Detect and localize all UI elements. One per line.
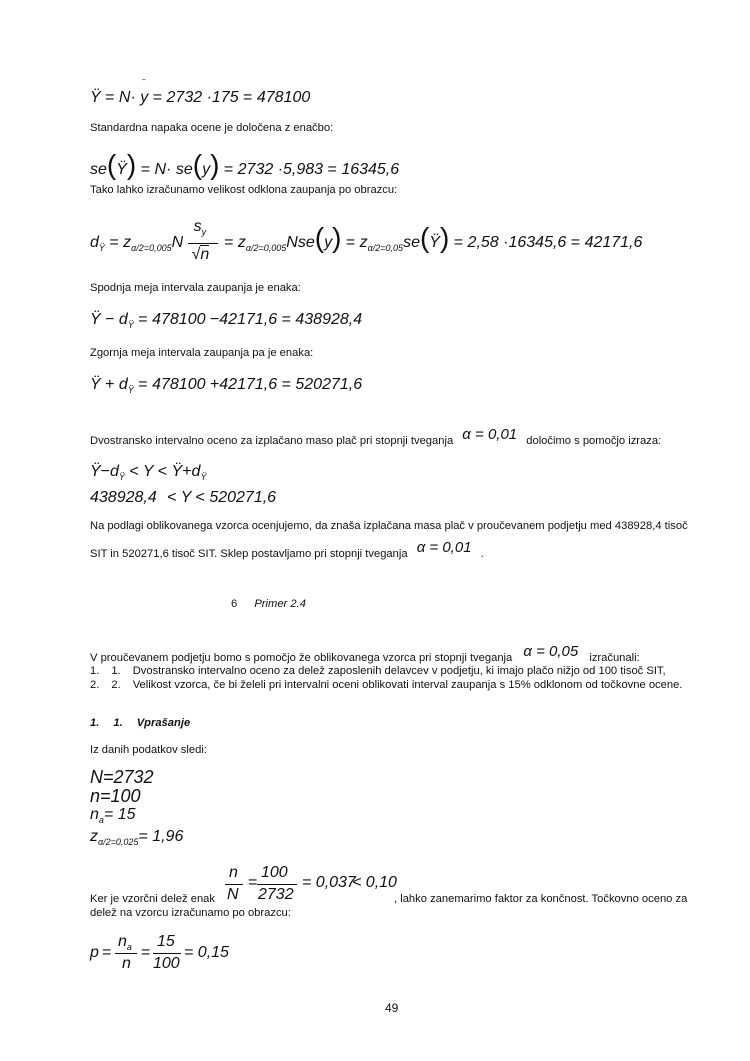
equation-total-estimate: Ÿ = N· y ‾ = 2732 ·175 = 478100 <box>90 79 311 106</box>
paragraph-given: Iz danih podatkov sledi: <box>90 744 207 756</box>
list-item: 1. 1. Dvostransko intervalno oceno za delež zaposlenih delavcev v podjetju, ki imajo plačo nižjo od 100 tisoč SIT, <box>90 665 666 677</box>
page-number: 49 <box>385 1001 399 1015</box>
given-na: $n_a= 15$ <box>90 806 136 826</box>
paragraph-sample-proportion-2: delež na vzorcu izračunamo po obrazcu: <box>90 907 291 919</box>
paragraph-example-intro: V proučevanem podjetju bomo s pomočjo že oblikovanega vzorca pri stopnji tveganja α = 0,05 izračunali: <box>90 643 640 664</box>
given-z: $z_{\alpha/2=0,025}= 1,96$ <box>90 828 184 848</box>
alpha-value: α = 0,01 <box>416 539 472 556</box>
given-n: n=100 <box>90 786 141 806</box>
equation-interval-general: $Ÿ-d_Ÿ < Y$ < $Ÿ+d_Ÿ$ <box>90 463 207 483</box>
paragraph-conclusion-2: SIT in 520271,6 tisoč SIT. Sklep postavljamo pri stopnji tveganja α = 0,01 . <box>90 539 484 560</box>
equation-upper-bound: Ÿ + $d_Ÿ = 478100 +42171,6 = 520271,6$ <box>90 376 363 396</box>
paragraph-sample-proportion-1: Ker je vzorčni delež enak , lahko zanemarimo faktor za končnost. Točkovno oceno za <box>90 893 688 905</box>
list-item: 2. 2. Velikost vzorca, če bi želeli pri intervalni oceni oblikovati interval zaupanja s 15% odklonom od točkovne ocene. <box>90 679 683 691</box>
given-N: N=2732 <box>90 767 154 787</box>
paragraph-conclusion-1: Na podlagi oblikovanega vzorca ocenjujemo, da znaša izplačana masa plač v proučevanem podjetju med 438928,4 tisoč <box>90 520 688 532</box>
paragraph-margin-of-error: Tako lahko izračunamo velikost odklona zaupanja po obrazcu: <box>90 184 398 196</box>
equation-standard-error: se(Ÿ) = N· se(y) = 2732 ·5,983 = 16345,6 <box>90 149 400 180</box>
equation-sampling-fraction: n N = 100 2732 = 0,037 < 0,10 <box>227 864 397 903</box>
alpha-value: α = 0,05 <box>523 643 579 660</box>
paragraph-upper-bound: Zgornja meja intervala zaupanja pa je enaka: <box>90 347 314 359</box>
equation-margin-of-error: $d_Ÿ = z_{\alpha/2=0,005}N$ $\frac{s_y}{√n}$ = $z_{\alpha/2=0,005}Nse(y)$ = $z_{\alpha/2=0,05}se(Ÿ) = 2,58 \cdot 16345,6 = 42171,6$ <box>90 217 643 263</box>
paragraph-standard-error: Standardna napaka ocene je določena z enačbo: <box>90 122 334 134</box>
paragraph-lower-bound: Spodnja meja intervala zaupanja je enaka: <box>90 282 301 294</box>
subheading: 1. 1. Vprašanje <box>90 717 191 729</box>
equation-point-estimate: p = $n_a$ n = 15 100 = 0,15 <box>90 933 229 972</box>
equation-lower-bound: Ÿ − $d_Ÿ = 478100 -42171,6 = 438928,4$ <box>90 311 363 331</box>
section-heading: 6 Primer 2.4 <box>231 598 306 610</box>
paragraph-interval-intro: Dvostransko intervalno oceno za izplačano maso plač pri stopnji tveganja α = 0,01 določimo s pomočjo izraza: <box>90 426 662 447</box>
equation-interval-numeric: 438928,4 < Y < 520271,6 <box>90 489 277 506</box>
alpha-value: α = 0,01 <box>462 426 518 443</box>
y-double-dot: Ÿ <box>90 89 101 106</box>
